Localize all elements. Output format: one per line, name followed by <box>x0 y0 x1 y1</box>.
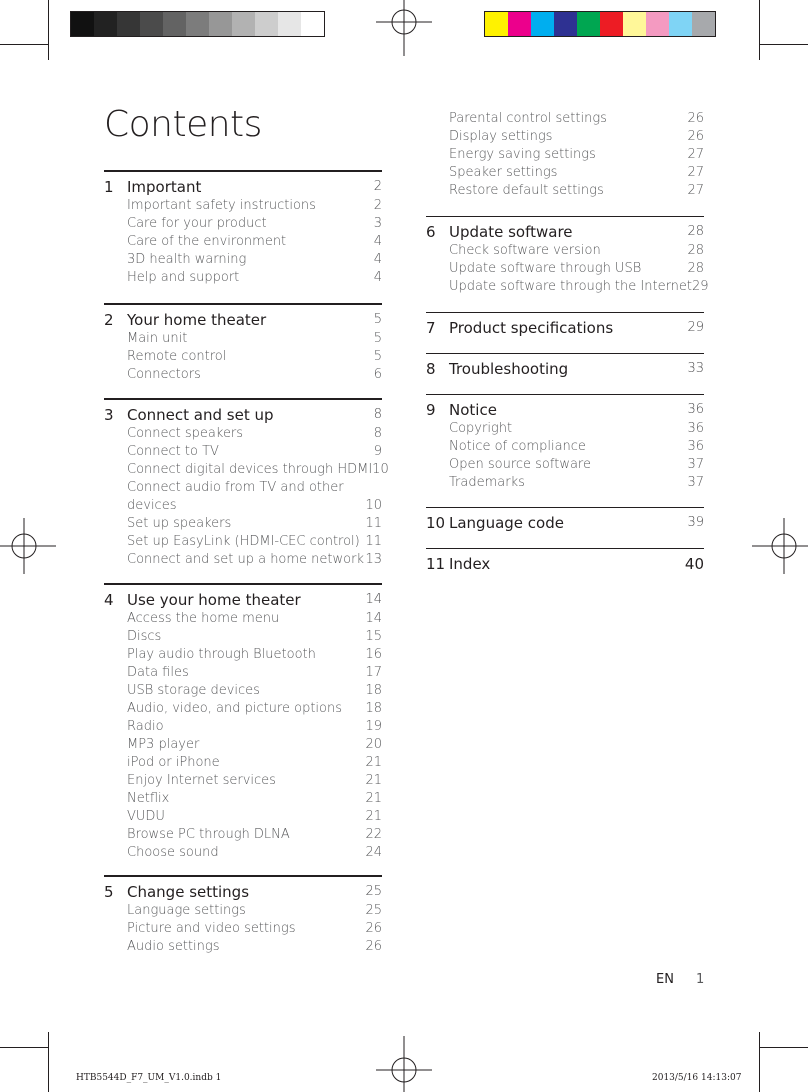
toc-entry-page: 18 <box>365 701 382 716</box>
toc-entry[interactable] <box>449 164 704 182</box>
toc-entry-label: Set up EasyLink (HDMI-CEC control) <box>127 534 360 549</box>
toc-entry-page: 25 <box>365 903 382 918</box>
toc-entry[interactable] <box>449 128 704 146</box>
color-swatch <box>508 12 531 36</box>
toc-entry-label: Connectors <box>127 367 201 382</box>
toc-entry-label: Copyright <box>449 421 513 436</box>
toc-entry-label: Connect speakers <box>127 426 244 441</box>
toc-entry-label: VUDU <box>127 809 165 824</box>
crop-mark <box>760 44 808 45</box>
toc-entry[interactable] <box>127 348 382 366</box>
toc-entry-label: Connect audio from TV and other devices <box>127 480 344 513</box>
toc-entry[interactable] <box>449 182 704 200</box>
section-title: Troubleshooting <box>449 360 569 378</box>
toc-entry-label: 3D health warning <box>127 252 247 267</box>
toc-entry-page: 10 <box>365 498 382 513</box>
toc-entry-label: Language settings <box>127 903 246 918</box>
toc-entry-page: 21 <box>365 773 382 788</box>
toc-entry-label: Trademarks <box>449 475 525 490</box>
color-swatch <box>485 12 508 36</box>
toc-entry-page: 21 <box>365 755 382 770</box>
toc-section <box>104 303 382 384</box>
section-page: 33 <box>687 361 704 376</box>
toc-entry[interactable] <box>127 700 382 718</box>
toc-entry-label: Update software through the Internet <box>449 279 693 294</box>
registration-mark-icon <box>376 1036 432 1092</box>
toc-entry[interactable] <box>127 826 382 844</box>
toc-entry-page: 15 <box>365 629 382 644</box>
toc-section <box>426 312 704 338</box>
section-page: 40 <box>684 555 704 573</box>
toc-entry[interactable] <box>127 610 382 628</box>
toc-entry-page: 19 <box>365 719 382 734</box>
toc-entry[interactable] <box>449 260 704 278</box>
section-title: Change settings <box>127 883 250 901</box>
section-number: 9 <box>426 401 436 419</box>
color-swatch <box>554 12 577 36</box>
grayscale-color-bar <box>70 11 325 37</box>
color-swatch <box>531 12 554 36</box>
registration-mark-icon <box>376 0 432 56</box>
toc-entry[interactable] <box>127 736 382 754</box>
section-title: Connect and set up <box>127 406 274 424</box>
toc-entry-page: 20 <box>365 737 382 752</box>
color-swatch <box>646 12 669 36</box>
toc-section <box>104 875 382 956</box>
toc-section-heading[interactable] <box>104 882 382 902</box>
toc-entry-page: 21 <box>365 809 382 824</box>
toc-entry-page: 4 <box>373 270 382 285</box>
toc-section-heading[interactable] <box>426 554 704 574</box>
section-page: 39 <box>687 515 704 530</box>
toc-entry-page: 27 <box>687 165 704 180</box>
color-swatch <box>255 12 278 36</box>
section-page: 28 <box>687 224 704 239</box>
toc-entry-page: 29 <box>692 279 709 294</box>
color-swatch <box>623 12 646 36</box>
color-swatch <box>163 12 186 36</box>
color-swatch <box>94 12 117 36</box>
section-page: 29 <box>687 320 704 335</box>
section-page: 36 <box>687 402 704 417</box>
color-swatch <box>278 12 301 36</box>
toc-entry-label: Open source software <box>449 457 591 472</box>
toc-entry-page: 11 <box>365 534 382 549</box>
toc-section <box>426 548 704 574</box>
section-number: 8 <box>426 360 436 378</box>
toc-entry-label: Set up speakers <box>127 516 232 531</box>
toc-section-heading[interactable] <box>426 359 704 379</box>
toc-entry-label: Discs <box>127 629 162 644</box>
toc-entry-label: Speaker settings <box>449 165 558 180</box>
toc-entry-page: 26 <box>687 129 704 144</box>
toc-entry-label: iPod or iPhone <box>127 755 220 770</box>
toc-entry-label: MP3 player <box>127 737 200 752</box>
footer-page-number: 1 <box>696 972 705 987</box>
toc-entry-page: 5 <box>373 331 382 346</box>
color-swatch <box>71 12 94 36</box>
toc-entry-page: 24 <box>365 845 382 860</box>
toc-entry-label: Access the home menu <box>127 611 280 626</box>
registration-mark-icon <box>752 518 808 574</box>
crop-mark <box>0 44 48 45</box>
color-swatch <box>209 12 232 36</box>
toc-section <box>104 398 389 569</box>
registration-mark-icon <box>0 518 56 574</box>
process-color-bar <box>484 11 716 37</box>
section-page: 14 <box>365 592 382 607</box>
section-number: 5 <box>104 883 114 901</box>
toc-entry[interactable] <box>449 146 704 164</box>
toc-entry-label: Update software through USB <box>449 261 642 276</box>
toc-section-heading[interactable] <box>104 177 382 197</box>
crop-mark <box>0 1047 48 1048</box>
toc-section-heading[interactable] <box>426 400 704 420</box>
toc-entry[interactable] <box>127 646 382 664</box>
toc-entry-page: 37 <box>687 457 704 472</box>
toc-entry-label: Restore default settings <box>449 183 604 198</box>
color-swatch <box>232 12 255 36</box>
toc-entry-page: 13 <box>365 552 382 567</box>
toc-entry[interactable] <box>127 551 382 569</box>
section-page: 2 <box>373 179 382 194</box>
toc-entry-page: 28 <box>687 261 704 276</box>
toc-entry[interactable] <box>127 808 382 826</box>
page-title: Contents <box>104 104 262 145</box>
section-number: 4 <box>104 591 114 609</box>
section-page: 5 <box>373 312 382 327</box>
toc-entry-label: Energy saving settings <box>449 147 596 162</box>
toc-entry[interactable] <box>127 844 382 862</box>
toc-entry-label: Connect to TV <box>127 444 219 459</box>
toc-entry-label: Netflix <box>127 791 170 806</box>
toc-entry[interactable] <box>449 456 704 474</box>
toc-entry-label: Picture and video settings <box>127 921 296 936</box>
section-title: Notice <box>449 401 497 419</box>
toc-section-heading[interactable] <box>426 513 704 533</box>
color-swatch <box>669 12 692 36</box>
toc-entry-label: Display settings <box>449 129 553 144</box>
toc-entry[interactable] <box>127 479 382 515</box>
toc-entry-label: Parental control settings <box>449 111 607 126</box>
section-number: 7 <box>426 319 436 337</box>
toc-section-heading[interactable] <box>104 405 382 425</box>
color-swatch <box>577 12 600 36</box>
color-swatch <box>301 12 324 36</box>
toc-entry[interactable] <box>127 533 382 551</box>
toc-entry-page: 26 <box>365 939 382 954</box>
toc-section <box>426 353 704 379</box>
toc-entry-page: 3 <box>373 216 382 231</box>
toc-entry[interactable] <box>449 474 704 492</box>
toc-entry-page: 4 <box>373 252 382 267</box>
toc-entry-page: 2 <box>373 198 382 213</box>
toc-entry[interactable] <box>449 438 704 456</box>
toc-entry-page: 18 <box>365 683 382 698</box>
toc-entry[interactable] <box>127 938 382 956</box>
toc-entry[interactable] <box>127 251 382 269</box>
crop-mark <box>48 0 49 60</box>
toc-entry[interactable] <box>127 425 382 443</box>
toc-entry[interactable] <box>127 754 382 772</box>
toc-entry[interactable] <box>127 664 382 682</box>
toc-entry-page: 26 <box>365 921 382 936</box>
toc-entry[interactable] <box>127 443 382 461</box>
toc-entry-label: Play audio through Bluetooth <box>127 647 316 662</box>
section-page: 25 <box>365 884 382 899</box>
toc-entry-label: Radio <box>127 719 164 734</box>
toc-entry-page: 22 <box>365 827 382 842</box>
section-title: Index <box>449 555 491 573</box>
toc-section-heading[interactable] <box>104 310 382 330</box>
slug-timestamp: 2013/5/16 14:13:07 <box>652 1073 742 1083</box>
toc-section <box>426 394 704 492</box>
toc-entry-page: 14 <box>365 611 382 626</box>
toc-section <box>426 216 709 296</box>
crop-mark <box>760 1047 808 1048</box>
toc-entry[interactable] <box>127 233 382 251</box>
section-page: 8 <box>373 407 382 422</box>
toc-entry[interactable] <box>127 269 382 287</box>
section-number: 10 <box>426 514 446 532</box>
toc-entry-page: 10 <box>372 462 389 477</box>
toc-section-heading[interactable] <box>104 590 382 610</box>
toc-entry-page: 11 <box>365 516 382 531</box>
toc-entry-label: Care of the environment <box>127 234 287 249</box>
toc-entry[interactable] <box>127 790 382 808</box>
toc-entry[interactable] <box>449 278 709 296</box>
toc-entry-label: Important safety instructions <box>127 198 316 213</box>
toc-entry-label: Connect and set up a home network <box>127 552 364 567</box>
toc-entry-page: 8 <box>373 426 382 441</box>
toc-entry-page: 36 <box>687 439 704 454</box>
crop-mark <box>48 1032 49 1092</box>
toc-entry-label: Data files <box>127 665 189 680</box>
toc-entry[interactable] <box>127 902 382 920</box>
toc-entry[interactable] <box>127 682 382 700</box>
section-title: Important <box>127 178 202 196</box>
toc-entry-page: 6 <box>373 367 382 382</box>
toc-entry-label: Remote control <box>127 349 227 364</box>
color-swatch <box>140 12 163 36</box>
toc-entry-label: Connect digital devices through HDMI <box>127 462 373 477</box>
color-swatch <box>117 12 140 36</box>
toc-entry[interactable] <box>449 242 704 260</box>
section-number: 3 <box>104 406 114 424</box>
section-number: 1 <box>104 178 114 196</box>
toc-entry-label: Audio, video, and picture options <box>127 701 342 716</box>
toc-entry-page: 37 <box>687 475 704 490</box>
toc-entry-label: Help and support <box>127 270 240 285</box>
toc-entry-label: Enjoy Internet services <box>127 773 276 788</box>
toc-entry-label: Notice of compliance <box>449 439 586 454</box>
toc-entry-page: 9 <box>373 444 382 459</box>
section-number: 2 <box>104 311 114 329</box>
toc-entry-label: Browse PC through DLNA <box>127 827 290 842</box>
toc-section <box>426 507 704 533</box>
toc-entry-page: 16 <box>365 647 382 662</box>
crop-mark <box>759 1032 760 1092</box>
toc-entry-label: Audio settings <box>127 939 220 954</box>
toc-entry[interactable] <box>127 772 382 790</box>
toc-section-heading[interactable] <box>426 318 704 338</box>
toc-entry-label: Check software version <box>449 243 601 258</box>
section-title: Use your home theater <box>127 591 301 609</box>
toc-entry-page: 21 <box>365 791 382 806</box>
toc-entry-page: 26 <box>687 111 704 126</box>
toc-entry[interactable] <box>127 628 382 646</box>
toc-entry[interactable] <box>127 215 382 233</box>
section-title: Your home theater <box>127 311 267 329</box>
toc-entry-label: Choose sound <box>127 845 219 860</box>
toc-section <box>104 583 382 862</box>
toc-entry-page: 27 <box>687 147 704 162</box>
color-swatch <box>600 12 623 36</box>
section-title: Language code <box>449 514 564 532</box>
toc-section <box>104 170 382 287</box>
toc-continued-items <box>426 110 704 200</box>
toc-entry-label: Main unit <box>127 331 188 346</box>
toc-entry[interactable] <box>127 197 382 215</box>
toc-entry[interactable] <box>449 110 704 128</box>
toc-entry-page: 17 <box>365 665 382 680</box>
section-number: 6 <box>426 223 436 241</box>
section-number: 11 <box>426 555 446 573</box>
toc-entry-page: 28 <box>687 243 704 258</box>
toc-entry-label: USB storage devices <box>127 683 260 698</box>
toc-entry[interactable] <box>127 718 382 736</box>
toc-section-heading[interactable] <box>426 222 704 242</box>
section-title: Update software <box>449 223 573 241</box>
toc-entry-page: 4 <box>373 234 382 249</box>
toc-entry[interactable] <box>127 920 382 938</box>
slug-file-name: HTB5544D_F7_UM_V1.0.indb 1 <box>76 1073 222 1083</box>
toc-entry[interactable] <box>127 461 389 479</box>
section-title: Product specifications <box>449 319 614 337</box>
toc-entry[interactable] <box>127 330 382 348</box>
color-swatch <box>692 12 715 36</box>
toc-entry-page: 27 <box>687 183 704 198</box>
toc-entry[interactable] <box>449 420 704 438</box>
toc-entry-label: Care for your product <box>127 216 267 231</box>
toc-entry-page: 5 <box>373 349 382 364</box>
toc-entry-page: 36 <box>687 421 704 436</box>
toc-entry[interactable] <box>127 366 382 384</box>
footer-language: EN <box>656 972 674 987</box>
color-swatch <box>186 12 209 36</box>
crop-mark <box>759 0 760 60</box>
toc-entry[interactable] <box>127 515 382 533</box>
